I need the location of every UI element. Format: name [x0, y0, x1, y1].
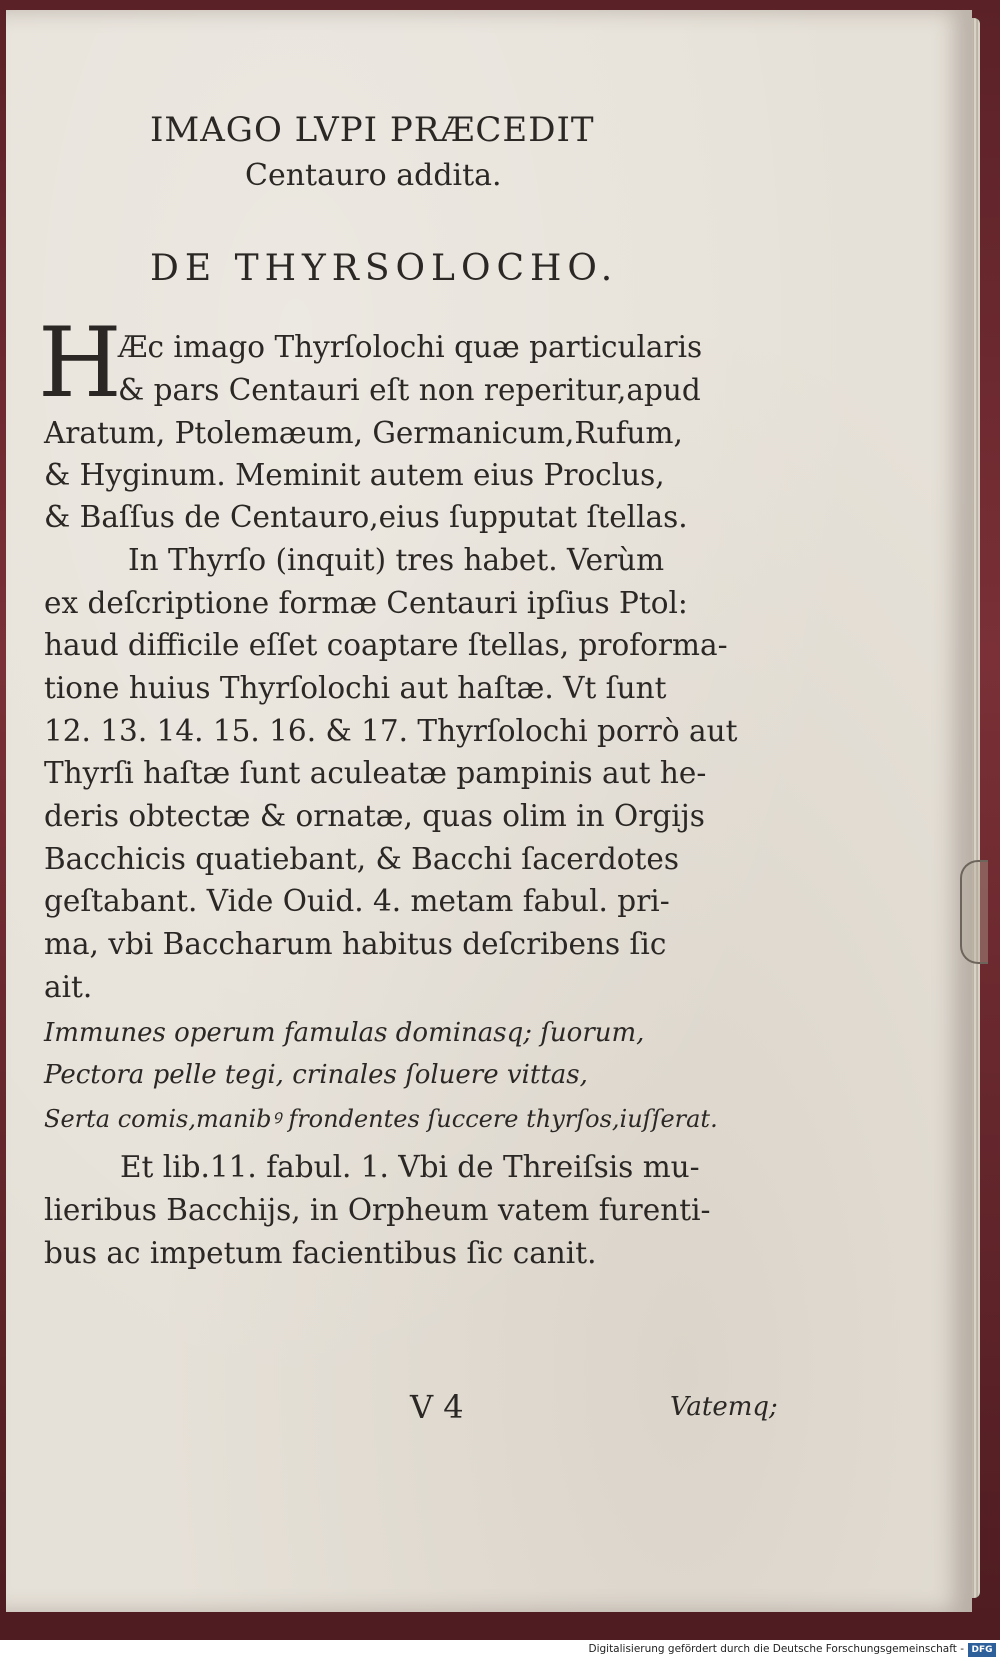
body-line: Æc imago Thyrſolochi quæ particularis [118, 330, 703, 364]
body-line: Bacchicis quatiebant, & Bacchi ſacerdotes [44, 842, 679, 876]
body-line: & pars Centauri eſt non reperitur,apud [118, 373, 701, 407]
body-line: Thyrſi haſtæ ſunt aculeatæ pampinis aut he- [44, 756, 707, 790]
body-line: In Thyrſo (inquit) tres habet. Verùm [128, 543, 665, 577]
verse-line: Serta comis,manibꝰ frondentes ſuccere thyrſos,iuſſerat. [44, 1105, 718, 1133]
page-clasp [960, 860, 988, 964]
catchword: Vatemq; [670, 1392, 778, 1422]
body-line: Aratum, Ptolemæum, Germanicum,Rufum, [44, 416, 683, 450]
body-line: lieribus Bacchijs, in Orpheum vatem furenti- [44, 1193, 711, 1227]
body-line: geſtabant. Vide Ouid. 4. metam fabul. pri- [44, 884, 670, 918]
body-line: tione huius Thyrſolochi aut haſtæ. Vt ſunt [44, 671, 667, 705]
body-line: bus ac impetum facientibus ſic canit. [44, 1236, 597, 1270]
section-title: DE THYRSOLOCHO. [150, 248, 619, 289]
body-line: Et lib.11. fabul. 1. Vbi de Threiſsis mu- [120, 1150, 700, 1184]
body-line: 12. 13. 14. 15. 16. & 17. Thyrſolochi porrò aut [44, 714, 738, 748]
body-line: & Baſſus de Centauro,eius ſupputat ſtellas. [44, 500, 688, 534]
running-header: IMAGO LVPI PRÆCEDIT [150, 110, 595, 150]
body-line: deris obtectæ & ornatæ, quas olim in Orgijs [44, 799, 705, 833]
body-line: ait. [44, 970, 93, 1004]
body-line: ex deſcriptione formæ Centauri ipſius Ptol: [44, 586, 688, 620]
verse-line: Immunes operum famulas dominasq; ſuorum, [44, 1018, 645, 1048]
signature-mark: V 4 [410, 1388, 464, 1426]
verse-line: Pectora pelle tegi, crinales ſoluere vittas, [44, 1060, 588, 1090]
body-line: & Hyginum. Meminit autem eius Proclus, [44, 458, 665, 492]
running-header-subtitle: Centauro addita. [245, 158, 502, 193]
drop-cap: H [38, 307, 122, 419]
digitization-credit: Digitalisierung gefördert durch die Deutsche Forschungsgemeinschaft - [588, 1643, 964, 1655]
body-line: haud difficile eſſet coaptare ſtellas, proforma- [44, 628, 728, 662]
dfg-logo: DFG [968, 1643, 996, 1657]
body-line: ma, vbi Baccharum habitus deſcribens ſic [44, 927, 667, 961]
